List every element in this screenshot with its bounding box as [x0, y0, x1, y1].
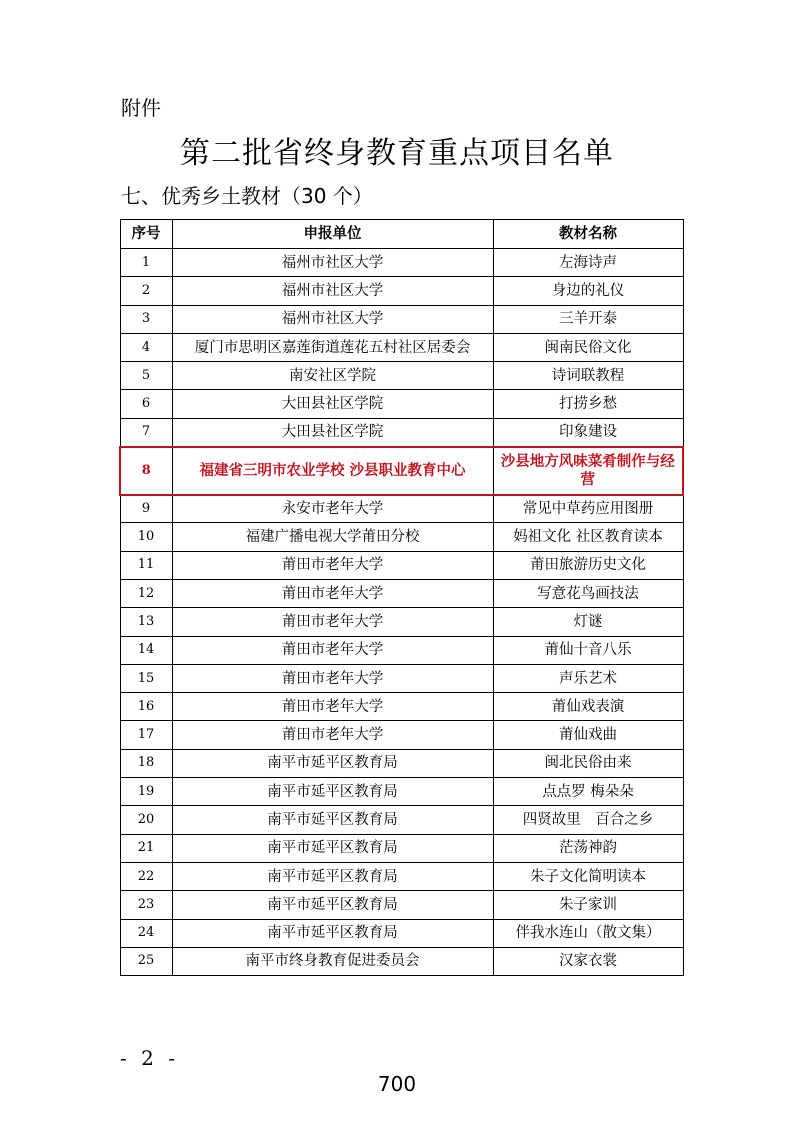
cell-name: 莆仙戏曲 [493, 721, 683, 749]
cell-name: 伴我水连山（散文集） [493, 919, 683, 947]
project-table [119, 219, 684, 976]
cell-name: 声乐艺术 [493, 664, 683, 692]
cell-name: 闽南民俗文化 [493, 333, 683, 361]
cell-no: 11 [120, 551, 172, 579]
table-row [120, 664, 683, 692]
cell-unit: 莆田市老年大学 [172, 608, 493, 636]
cell-unit: 南平市延平区教育局 [172, 749, 493, 777]
cell-unit: 福州市社区大学 [172, 249, 493, 277]
cell-name: 沙县地方风味菜肴制作与经营 [493, 447, 683, 495]
cell-name: 莆仙十音八乐 [493, 636, 683, 664]
table-row [120, 249, 683, 277]
section-heading: 七、优秀乡土教材（30 个） [121, 184, 373, 208]
cell-unit: 永安市老年大学 [172, 495, 493, 523]
column-header-no: 序号 [120, 220, 172, 249]
cell-no: 2 [120, 277, 172, 305]
cell-no: 17 [120, 721, 172, 749]
cell-unit: 莆田市老年大学 [172, 721, 493, 749]
cell-no: 5 [120, 362, 172, 390]
table-row [120, 551, 683, 579]
cell-name: 朱子家训 [493, 891, 683, 919]
cell-no: 21 [120, 834, 172, 862]
table-row [120, 891, 683, 919]
cell-no: 16 [120, 693, 172, 721]
cell-no: 1 [120, 249, 172, 277]
table-row [120, 277, 683, 305]
table-row [120, 778, 683, 806]
table-row [120, 333, 683, 361]
cell-no: 25 [120, 947, 172, 975]
table-row [120, 636, 683, 664]
table-row [120, 919, 683, 947]
cell-no: 19 [120, 778, 172, 806]
cell-unit: 福州市社区大学 [172, 305, 493, 333]
cell-unit: 南安社区学院 [172, 362, 493, 390]
cell-name: 写意花鸟画技法 [493, 579, 683, 607]
cell-no: 12 [120, 579, 172, 607]
cell-no: 3 [120, 305, 172, 333]
cell-unit: 南平市延平区教育局 [172, 806, 493, 834]
table-row [120, 806, 683, 834]
cell-unit: 福建广播电视大学莆田分校 [172, 523, 493, 551]
cell-no: 10 [120, 523, 172, 551]
table-row [120, 495, 683, 523]
table-row [120, 721, 683, 749]
cell-no: 13 [120, 608, 172, 636]
table-row [120, 862, 683, 890]
cell-name: 妈祖文化 社区教育读本 [493, 523, 683, 551]
page-marker: - 2 - [120, 1046, 179, 1070]
cell-no: 22 [120, 862, 172, 890]
cell-no: 24 [120, 919, 172, 947]
table-row [120, 305, 683, 333]
table-row [120, 608, 683, 636]
cell-name: 莆仙戏表演 [493, 693, 683, 721]
cell-no: 4 [120, 333, 172, 361]
cell-unit: 南平市延平区教育局 [172, 834, 493, 862]
table-row [120, 523, 683, 551]
table-row [120, 418, 683, 446]
cell-name: 闽北民俗由来 [493, 749, 683, 777]
cell-unit: 厦门市思明区嘉莲街道莲花五村社区居委会 [172, 333, 493, 361]
cell-name: 诗词联教程 [493, 362, 683, 390]
table-row [120, 947, 683, 975]
cell-unit: 莆田市老年大学 [172, 664, 493, 692]
cell-no: 20 [120, 806, 172, 834]
cell-name: 茫荡神韵 [493, 834, 683, 862]
table-body [120, 249, 683, 976]
table-row [120, 390, 683, 418]
cell-unit: 莆田市老年大学 [172, 579, 493, 607]
table-row [120, 749, 683, 777]
cell-name: 汉家衣裳 [493, 947, 683, 975]
page-title: 第二批省终身教育重点项目名单 [180, 136, 614, 171]
cell-unit: 大田县社区学院 [172, 390, 493, 418]
cell-unit: 莆田市老年大学 [172, 693, 493, 721]
cell-unit: 南平市终身教育促进委员会 [172, 947, 493, 975]
cell-name: 灯谜 [493, 608, 683, 636]
cell-unit: 南平市延平区教育局 [172, 778, 493, 806]
cell-name: 点点罗 梅朵朵 [493, 778, 683, 806]
cell-name: 身边的礼仪 [493, 277, 683, 305]
column-header-name: 教材名称 [493, 220, 683, 249]
table-row [120, 362, 683, 390]
cell-name: 打捞乡愁 [493, 390, 683, 418]
table-row [120, 834, 683, 862]
cell-no: 8 [120, 447, 172, 495]
cell-no: 9 [120, 495, 172, 523]
cell-unit: 莆田市老年大学 [172, 636, 493, 664]
cell-name: 印象建设 [493, 418, 683, 446]
cell-unit: 南平市延平区教育局 [172, 862, 493, 890]
cell-no: 7 [120, 418, 172, 446]
cell-unit: 南平市延平区教育局 [172, 891, 493, 919]
cell-no: 18 [120, 749, 172, 777]
table-header-row [120, 220, 683, 249]
cell-unit: 莆田市老年大学 [172, 551, 493, 579]
cell-no: 15 [120, 664, 172, 692]
cell-no: 14 [120, 636, 172, 664]
cell-unit: 大田县社区学院 [172, 418, 493, 446]
cell-name: 四贤故里 百合之乡 [493, 806, 683, 834]
cell-unit: 福州市社区大学 [172, 277, 493, 305]
cell-no: 6 [120, 390, 172, 418]
column-header-unit: 申报单位 [172, 220, 493, 249]
table-row [120, 579, 683, 607]
cell-unit: 福建省三明市农业学校 沙县职业教育中心 [172, 447, 493, 495]
cell-name: 三羊开泰 [493, 305, 683, 333]
cell-name: 朱子文化简明读本 [493, 862, 683, 890]
cell-no: 23 [120, 891, 172, 919]
cell-name: 莆田旅游历史文化 [493, 551, 683, 579]
attachment-label: 附件 [121, 96, 161, 120]
cell-name: 常见中草药应用图册 [493, 495, 683, 523]
cell-unit: 南平市延平区教育局 [172, 919, 493, 947]
page-number: 700 [377, 1072, 417, 1096]
cell-name: 左海诗声 [493, 249, 683, 277]
table-row-highlighted [120, 447, 683, 495]
table-row [120, 693, 683, 721]
